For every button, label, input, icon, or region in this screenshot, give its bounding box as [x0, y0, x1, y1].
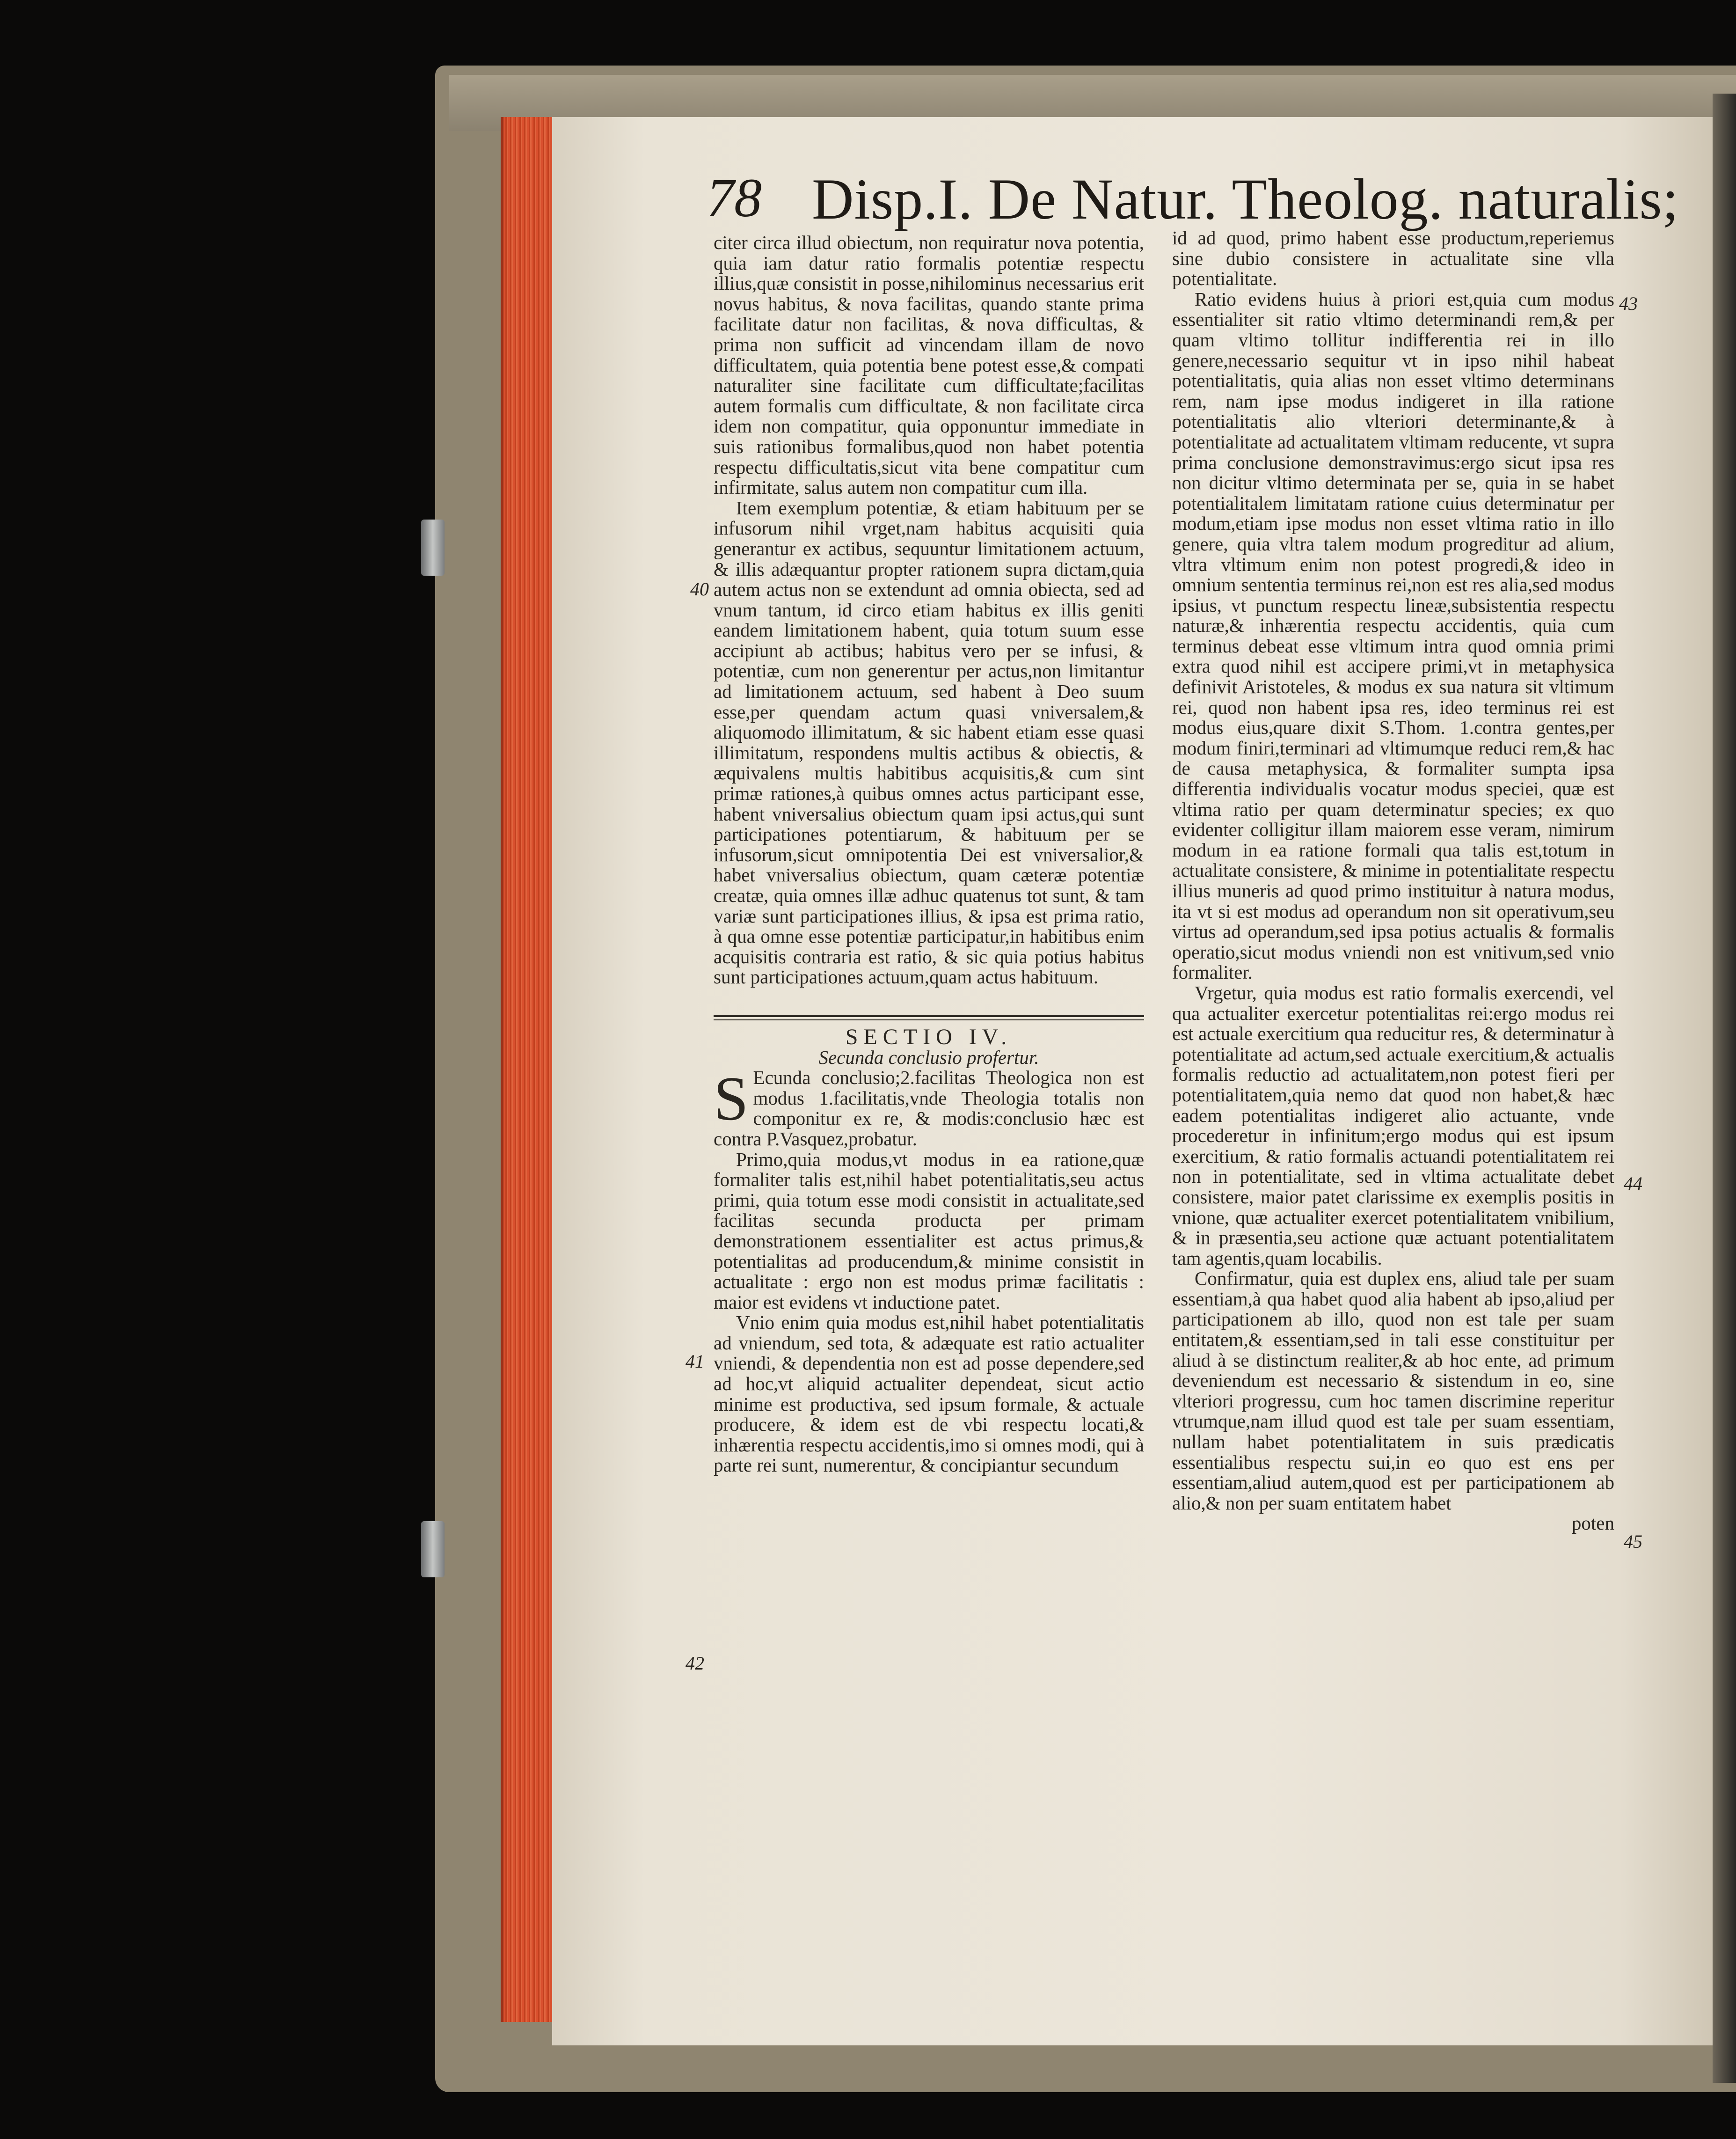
left-paragraph-5: Vnio enim quia modus est,nihil habet potentialitatis ad vniendum, sed tota, & adæquate est ratio actualiter vniendi, & dependentia non est ad posse dependere,sed ad hoc,vt aliquid actualiter dependeat, sicut actio minime est productiva, sed ipsum formale, & actuale producere, & idem est de vbi respectu locati,& inhærentia respectu accidentis,imo si omnes modi, qui à parte rei sunt, numerentur, & concipiantur secundum [714, 1311, 1144, 1476]
margin-number-43: 43 [1619, 293, 1638, 314]
clasp-upper [421, 520, 445, 576]
right-paragraph-3: Vrgetur, quia modus est ratio formalis exercendi, vel qua actualiter exercetur potentialitas rei:ergo modus rei est actuale exercitium qua reducitur res, & determinatur à potentialitate ad actum,sed actuale exercitium,& actualis formalis reductio ad actualitatem,non potest fieri per potentialitatem,quia nemo dat quod non habet,& hæc eadem potentialitas indigeret alio actuante, vnde procederetur in infinitum;ergo modus qui est ipsum exercitium, & ratio formalis actuandi potentialitatem rei non in potentialitate, sed in vltima actualitate debet consistere, maior patet clarissime ex exemplis positis in vnione, quæ actualiter exercet potentialitatem vnibilium, & in præsentia,seu actione quæ actuant potentialitatem tam agentis,quam locabilis. [1172, 982, 1614, 1269]
page-number: 78 [707, 167, 762, 228]
right-column [1172, 228, 1614, 1534]
section-rule [714, 1015, 1144, 1020]
section-title: SECTIO IV. [845, 1024, 1013, 1049]
gutter-shadow [1713, 94, 1736, 2083]
running-head: Disp.I. De Natur. Theolog. naturalis; [812, 167, 1679, 231]
left-paragraph-4: Primo,quia modus,vt modus in ea ratione,quæ formaliter talis est,nihil habet potentialitatis,seu actus primi, quia totum esse modi consistit in actualitate,sed facilitas secunda producta per primam demonstrationem essentialiter est actus primus,& potentialitas ad producendum,& minime consistit in actualitate : ergo non est modus primæ facilitatis : maior est evidens vt inductione patet. [714, 1148, 1144, 1313]
clasp-lower [421, 1521, 445, 1577]
left-paragraph-3-text: Ecunda conclusio;2.facilitas Theologica non est modus 1.facilitatis,vnde Theologia totalis non componitur ex re, & modis:conclusio hæc est contra P.Vasquez,probatur. [714, 1067, 1144, 1150]
left-paragraph-3 [714, 1064, 1144, 1150]
right-paragraph-2: Ratio evidens huius à priori est,quia cum modus essentialiter sit ratio vltimo determinandi rem,& per quam vltimo tollitur indifferentia rei in illo genere,necessario sequitur vt in ipso nihil habeat potentialitatis, quia alias non esset vltimo determinans rem, nam ipse modus indigeret in illa ratione potentialitatis alio vlteriori determinante,& à potentialitate ad actualitatem vltimam reducente, vt supra prima conclusione demonstravimus:ergo sicut ipsa res non dicitur vltimo determinata per se, quia in se habet potentialitalem limitatam ratione cuius determinatur per modum,etiam ipse modus non esset vltima ratio in illo genere, quia vltra talem modum progreditur ad alium, vltra vltimum enim non potest progredi,& ideo in omnium sententia terminus rei,non est res alia,sed modus ipsius, vt punctum respectu lineæ,subsistentia respectu naturæ,& inhærentia respectu accidentis, quia cum terminus debeat esse vltimum intra quod omnia primi extra quod nihil est accipere primi,vt in metaphysica definivit Aristoteles, & modus ex sua natura sit vltimum rei, quod non habent ipsa res, ideo terminus rei est modus eius,quare dixit S.Thom. 1.contra gentes,per modum finiri,terminari ad vltimumque reduci rem,& hac de causa metaphysica, & formaliter sumpta ipsa differentia individualis vocatur modus speciei, quæ est vltima ratio per quam determinatur species; ex quo evidenter colligitur illam maiorem esse veram, nimirum modum in ea ratione formali qua talis est,totum in actualitate consistere, & minime in potentialitate respectu illius muneris ad quod primo instituitur à natura modus, ita vt si est modus ad operandum non sit operativum,seu virtus ad operandum,sed ipsa potius actualis & formalis operatio,sicut modus vniendi non est vnitivum,sed vnio formaliter. [1172, 288, 1614, 983]
drop-cap: S [714, 1064, 749, 1134]
left-paragraph-1: citer circa illud obiectum, non requiratur nova potentia, quia iam datur ratio formalis potentiæ respectu illius,quæ consistit in posse,nihilominus necessarius erit novus habitus, & nova facilitas, quando stante prima facilitate datur non facilitas, & nova difficultas, & prima non sufficit ad vincendam illam de novo difficultatem, quia potentia bene potest esse,& compati naturaliter sine facilitate cum difficultate;facilitas autem formalis cum difficultate, & non facilitate circa idem non compatitur, quia opponuntur immediate in suis rationibus formalibus,quod non habet potentia respectu difficultatis,sicut vita bene compatitur cum infirmitate, salus autem non compatitur cum illa. [714, 232, 1144, 498]
left-paragraph-2: Item exemplum potentiæ, & etiam habituum per se infusorum nihil vrget,nam habitus acquisiti quia generantur ex actibus, sequuntur limitationem actuum, & illis adæquantur propter rationem supra dictam,quia autem actus non se extendunt ad omnia obiecta, sed ad vnum tantum, id circo etiam habitus ex illis geniti eandem limitationem habent, quia totum suum esse accipiunt ab actibus; habitus vero per se infusi, & potentiæ, cum non generentur per actus,non limitantur ad limitationem actuum, sed habent à Deo suum esse,per quendam actum quasi vniversalem,& aliquomodo illimitatum, & sic habent etiam esse quasi illimitatum, respondens multis actibus & obiectis, & æquivalens multis habitibus acquisitis,& cum sint primæ rationes,à quibus omnes actus participant esse, habent vniversalius obiectum quam ipsi actus,qui sunt participationes potentiarum, & habituum per se infusorum,sicut omnipotentia Dei est vniversalior,& habet vniversalius obiectum, quam cæteræ potentiæ creatæ, quia omnes illæ adhuc quatenus tot sunt, & tam variæ sunt participationes illius, & ipsa est prima ratio, à qua omne esse potentiæ participatur,in habitibus enim acquisitis contraria est ratio, & sic quia potius habitus sunt participationes actuum,quam actus habituum. [714, 497, 1144, 988]
margin-number-41: 41 [686, 1351, 704, 1372]
right-paragraph-1: id ad quod, primo habent esse productum,reperiemus sine dubio consistere in actualitate sine vlla potentialitate. [1172, 227, 1614, 290]
page-header [707, 166, 1679, 236]
red-page-edges [501, 117, 555, 2022]
left-column [714, 233, 1144, 1476]
margin-number-42: 42 [686, 1653, 704, 1674]
section-subtitle: Secunda conclusio profertur. [818, 1046, 1039, 1068]
margin-number-45: 45 [1624, 1531, 1642, 1552]
margin-number-44: 44 [1624, 1173, 1642, 1194]
right-paragraph-4: Confirmatur, quia est duplex ens, aliud tale per suam essentiam,à qua habet quod alia habent ab ipso,aliud per participationem ab illo, quod non est tale per suam entitatem,& essentiam,sed in tali esse constituitur per aliud à se distinctum realiter,& ab hoc ente, ad primum deveniendum est necessario & sistendum in eo, sine vlteriori progressu, cum hoc tamen discrimine reperitur vtrumque,nam illud quod est tale per suam essentiam, nullam habet potentialitatem in suis prædicatis essentialibus respectu sui,in eo quo est ens per essentiam,aliud autem,quod est per participationem ab alio,& non per suam entitatem habet [1172, 1267, 1614, 1514]
catchword: poten [1571, 1512, 1614, 1534]
margin-number-40: 40 [690, 579, 709, 600]
